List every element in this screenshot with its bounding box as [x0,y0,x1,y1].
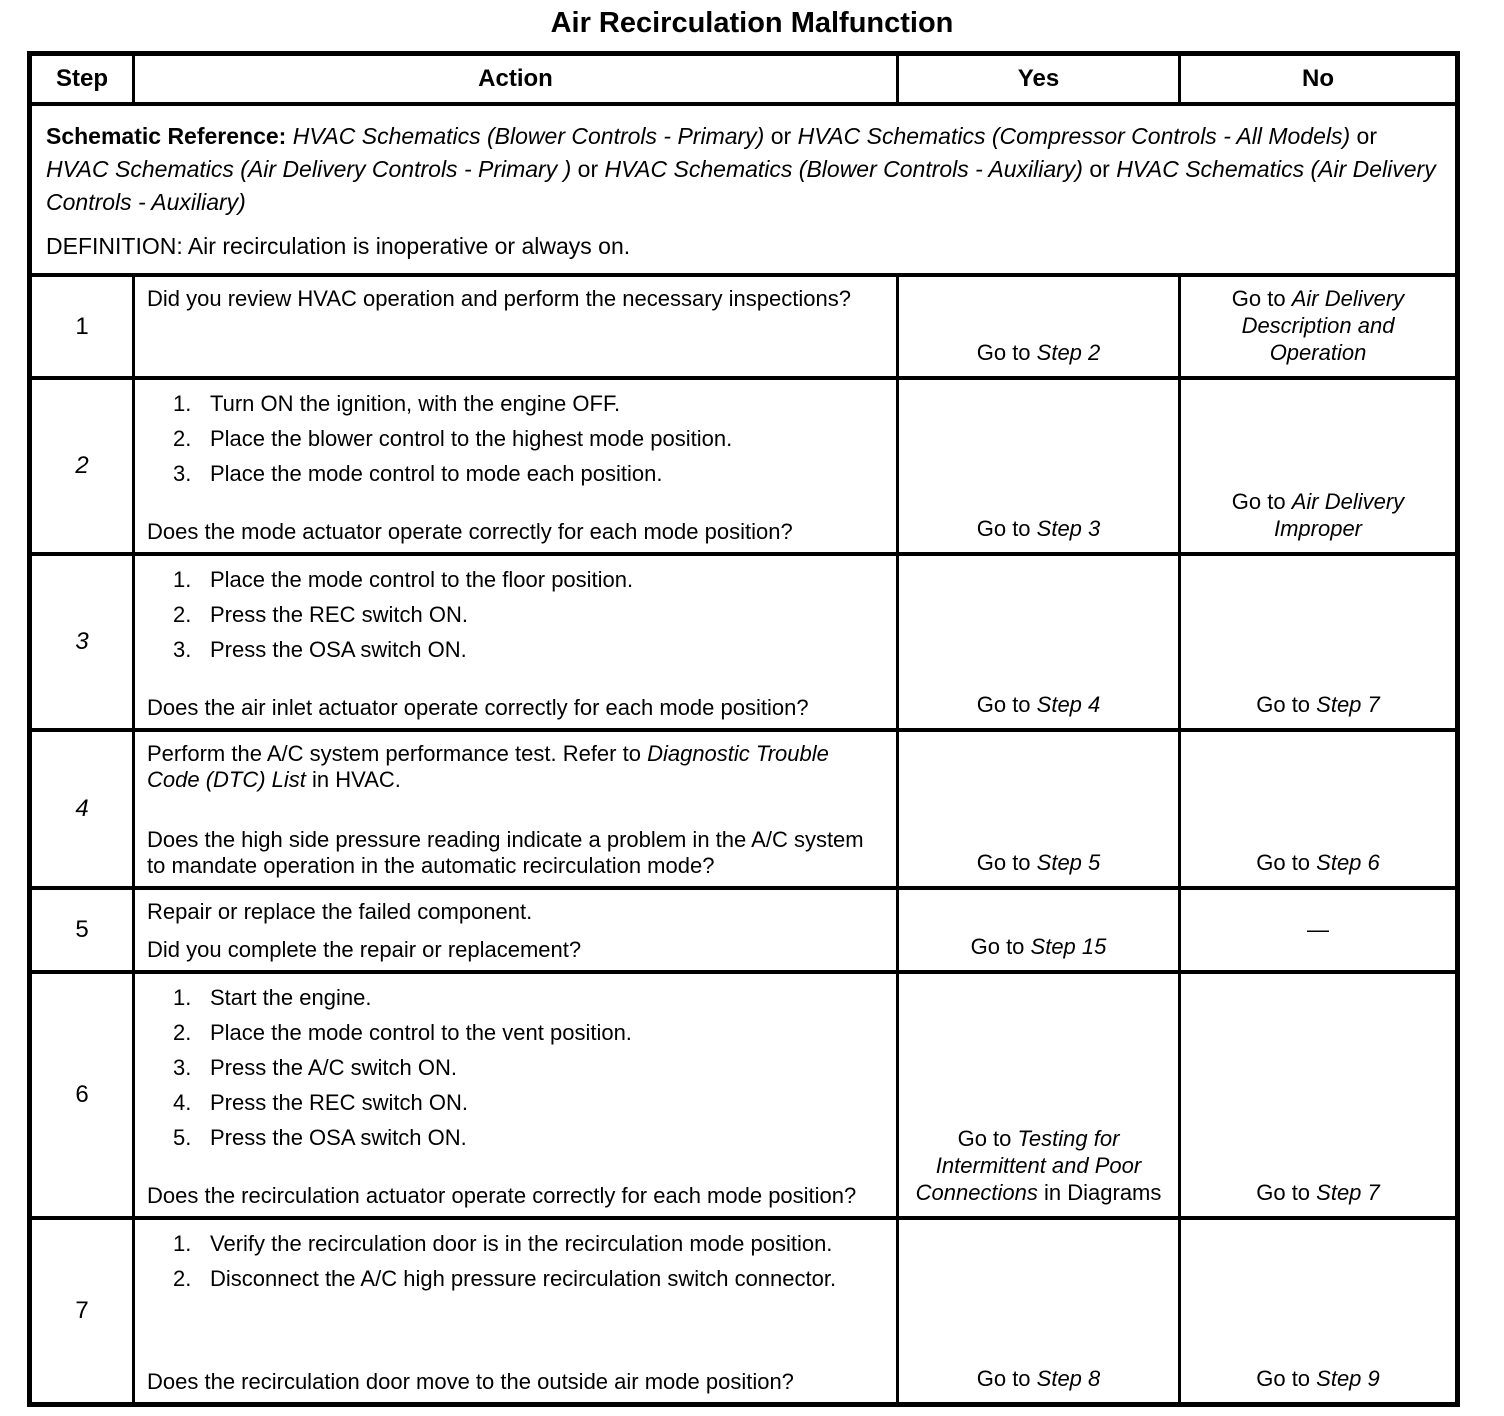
action-paragraph [147,899,886,925]
text-segment: or [1350,123,1377,149]
step-number-cell: 3 [75,628,89,655]
action-list-item [173,637,886,663]
text-segment: or [1082,156,1117,182]
yes-cell [896,277,1178,376]
text-segment: Air Delivery Description and Operation [1241,286,1405,365]
action-list-item [173,461,886,487]
list-number: 3. [173,637,192,662]
table-row [32,728,1455,886]
text-segment: HVAC Schematics (Compressor Controls - All Models) [797,123,1351,149]
action-paragraph [147,937,886,963]
yes-cell [896,890,1178,970]
text-segment: — [1307,916,1329,942]
text-segment: Does the air inlet actuator operate correctly for each mode position? [147,695,809,720]
text-segment: Does the recirculation actuator operate correctly for each mode position? [147,1183,857,1208]
action-paragraph [147,1183,886,1209]
text-segment: Did you complete the repair or replacement? [147,937,582,962]
text-segment: Go to [1256,850,1317,875]
action-cell [132,890,896,970]
yes-value [977,849,1101,876]
text-segment: Step 4 [1036,692,1101,717]
yes-cell [896,1220,1178,1402]
text-segment: Go to [970,934,1031,959]
no-value [1195,285,1441,366]
text-segment: Schematic Reference: [46,123,293,149]
header-cell-yes: Yes [896,56,1178,102]
schematic-reference-cell [32,106,1455,273]
action-list-item [173,567,886,593]
list-number: 2. [173,1020,192,1045]
text-segment: or [571,156,605,182]
schematic-reference-row [32,102,1455,273]
text-segment: Did you review HVAC operation and perform the necessary inspections? [147,286,851,311]
text-segment: Step 7 [1316,692,1380,717]
action-list-item [173,1055,886,1081]
list-text: Verify the recirculation door is in the recirculation mode position. [210,1231,833,1256]
step-number-cell: 1 [75,312,89,340]
list-text: Place the mode control to the floor position. [210,567,634,592]
action-list-item [173,426,886,452]
step-number-cell: 7 [75,1297,89,1324]
list-text: Disconnect the A/C high pressure recirculation switch connector. [210,1266,837,1291]
table-row [32,552,1455,728]
action-list-item [173,1090,886,1116]
text-segment: in Diagrams [1037,1180,1162,1205]
text-segment: Does the mode actuator operate correctly for each mode position? [147,519,793,544]
header-cell-no: No [1178,56,1455,102]
action-list-item [173,391,886,417]
text-segment: Step 8 [1036,1366,1101,1391]
action-paragraph [147,695,886,721]
text-segment: Step 7 [1316,1180,1380,1205]
action-cell [132,1220,896,1402]
text-segment: Go to [976,850,1037,875]
action-list [147,1231,886,1301]
action-list-item [173,1020,886,1046]
action-paragraph [147,741,886,793]
list-text: Press the OSA switch ON. [210,1125,467,1150]
text-segment: HVAC Schematics (Blower Controls - Auxiliary) [604,156,1083,182]
list-number: 2. [173,1266,192,1291]
no-value [1256,691,1380,718]
text-segment: Go to [976,1366,1037,1391]
step-number-cell: 4 [75,795,89,822]
list-text: Place the mode control to mode each position. [210,461,663,486]
diagnostic-table [27,51,1460,1407]
text-segment: Go to [1256,692,1317,717]
action-cell [132,732,896,886]
text-segment: Diagnostic Trouble Code (DTC) List [147,741,829,792]
action-list-item [173,985,886,1011]
yes-cell [896,380,1178,552]
yes-value [977,1365,1101,1392]
list-text: Turn ON the ignition, with the engine OFF. [210,391,621,416]
yes-value [977,515,1101,542]
no-value [1256,1365,1380,1392]
action-list-item [173,1231,886,1257]
text-segment: Step 3 [1036,516,1101,541]
action-list-item [173,602,886,628]
text-segment: Step 6 [1316,850,1380,875]
table-row [32,273,1455,376]
schematic-reference-text [46,120,1439,219]
text-segment: Go to [976,516,1037,541]
action-paragraph [147,1369,886,1395]
list-text: Start the engine. [210,985,372,1010]
action-cell [132,380,896,552]
list-number: 3. [173,461,192,486]
text-segment: Go to [976,340,1037,365]
list-number: 1. [173,985,192,1010]
table-header-row [32,56,1455,102]
table-body [32,273,1455,1402]
text-segment: Does the recirculation door move to the outside air mode position? [147,1369,794,1394]
step-number-cell: 5 [75,916,89,943]
list-number: 1. [173,391,192,416]
step-number-cell: 6 [75,1081,89,1108]
action-paragraph [147,519,886,545]
list-text: Place the mode control to the vent position. [210,1020,632,1045]
list-number: 5. [173,1125,192,1150]
text-segment: Go to [976,692,1037,717]
yes-cell [896,974,1178,1216]
yes-value [913,1125,1164,1206]
text-segment: Go to [1231,489,1292,514]
yes-cell [896,556,1178,728]
no-cell [1178,556,1455,728]
action-cell [132,277,896,376]
list-text: Press the REC switch ON. [210,1090,468,1115]
action-list [147,985,886,1160]
step-number-cell: 2 [75,452,89,479]
no-cell [1178,890,1455,970]
no-cell [1178,732,1455,886]
list-text: Press the OSA switch ON. [210,637,467,662]
text-segment: Go to [1256,1366,1317,1391]
action-list-item [173,1266,886,1292]
no-value [1307,916,1329,943]
no-cell [1178,277,1455,376]
action-list [147,391,886,496]
action-list-item [173,1125,886,1151]
yes-cell [896,732,1178,886]
text-segment: Go to [1231,286,1292,311]
list-text: Press the REC switch ON. [210,602,468,627]
action-cell [132,556,896,728]
table-row [32,886,1455,970]
no-value [1256,849,1380,876]
list-number: 2. [173,602,192,627]
action-paragraph [147,286,886,312]
text-segment: Testing for Intermittent and Poor Connections [915,1126,1142,1205]
list-number: 1. [173,1231,192,1256]
text-segment: HVAC Schematics (Air Delivery Controls - Auxiliary) [46,156,1436,215]
header-cell-step: Step [55,65,108,92]
no-cell [1178,380,1455,552]
yes-value [971,933,1107,960]
action-paragraph [147,827,886,879]
list-number: 2. [173,426,192,451]
table-row [32,970,1455,1216]
page-title: Air Recirculation Malfunction [550,7,954,39]
no-cell [1178,974,1455,1216]
table-row [32,376,1455,552]
no-cell [1178,1220,1455,1402]
text-segment: Step 9 [1316,1366,1380,1391]
text-segment: Step 15 [1030,934,1107,959]
text-segment: Step 2 [1036,340,1101,365]
text-segment: Go to [1256,1180,1317,1205]
list-number: 1. [173,567,192,592]
text-segment: or [764,123,798,149]
list-text: Place the blower control to the highest mode position. [210,426,733,451]
action-cell [132,974,896,1216]
list-text: Press the A/C switch ON. [210,1055,457,1080]
text-segment: HVAC Schematics (Blower Controls - Primary) [292,123,765,149]
table-row [32,1216,1455,1402]
text-segment: Perform the A/C system performance test. Refer to [147,741,648,766]
list-number: 3. [173,1055,192,1080]
text-segment: HVAC Schematics (Air Delivery Controls - Primary ) [46,156,572,182]
action-list [147,567,886,672]
yes-value [977,691,1101,718]
text-segment: Repair or replace the failed component. [147,899,533,924]
text-segment: Step 5 [1036,850,1101,875]
text-segment: Does the high side pressure reading indicate a problem in the A/C system to mandate operation in the automatic recirculation mode? [147,827,864,878]
no-value [1256,1179,1380,1206]
definition-text: DEFINITION: Air recirculation is inoperative or always on. [46,233,631,259]
text-segment: in HVAC. [305,767,401,792]
text-segment: Go to [957,1126,1018,1151]
no-value [1195,488,1441,542]
list-number: 4. [173,1090,192,1115]
text-segment: Air Delivery Improper [1273,489,1405,541]
header-cell-action: Action [132,56,896,102]
yes-value [977,339,1101,366]
